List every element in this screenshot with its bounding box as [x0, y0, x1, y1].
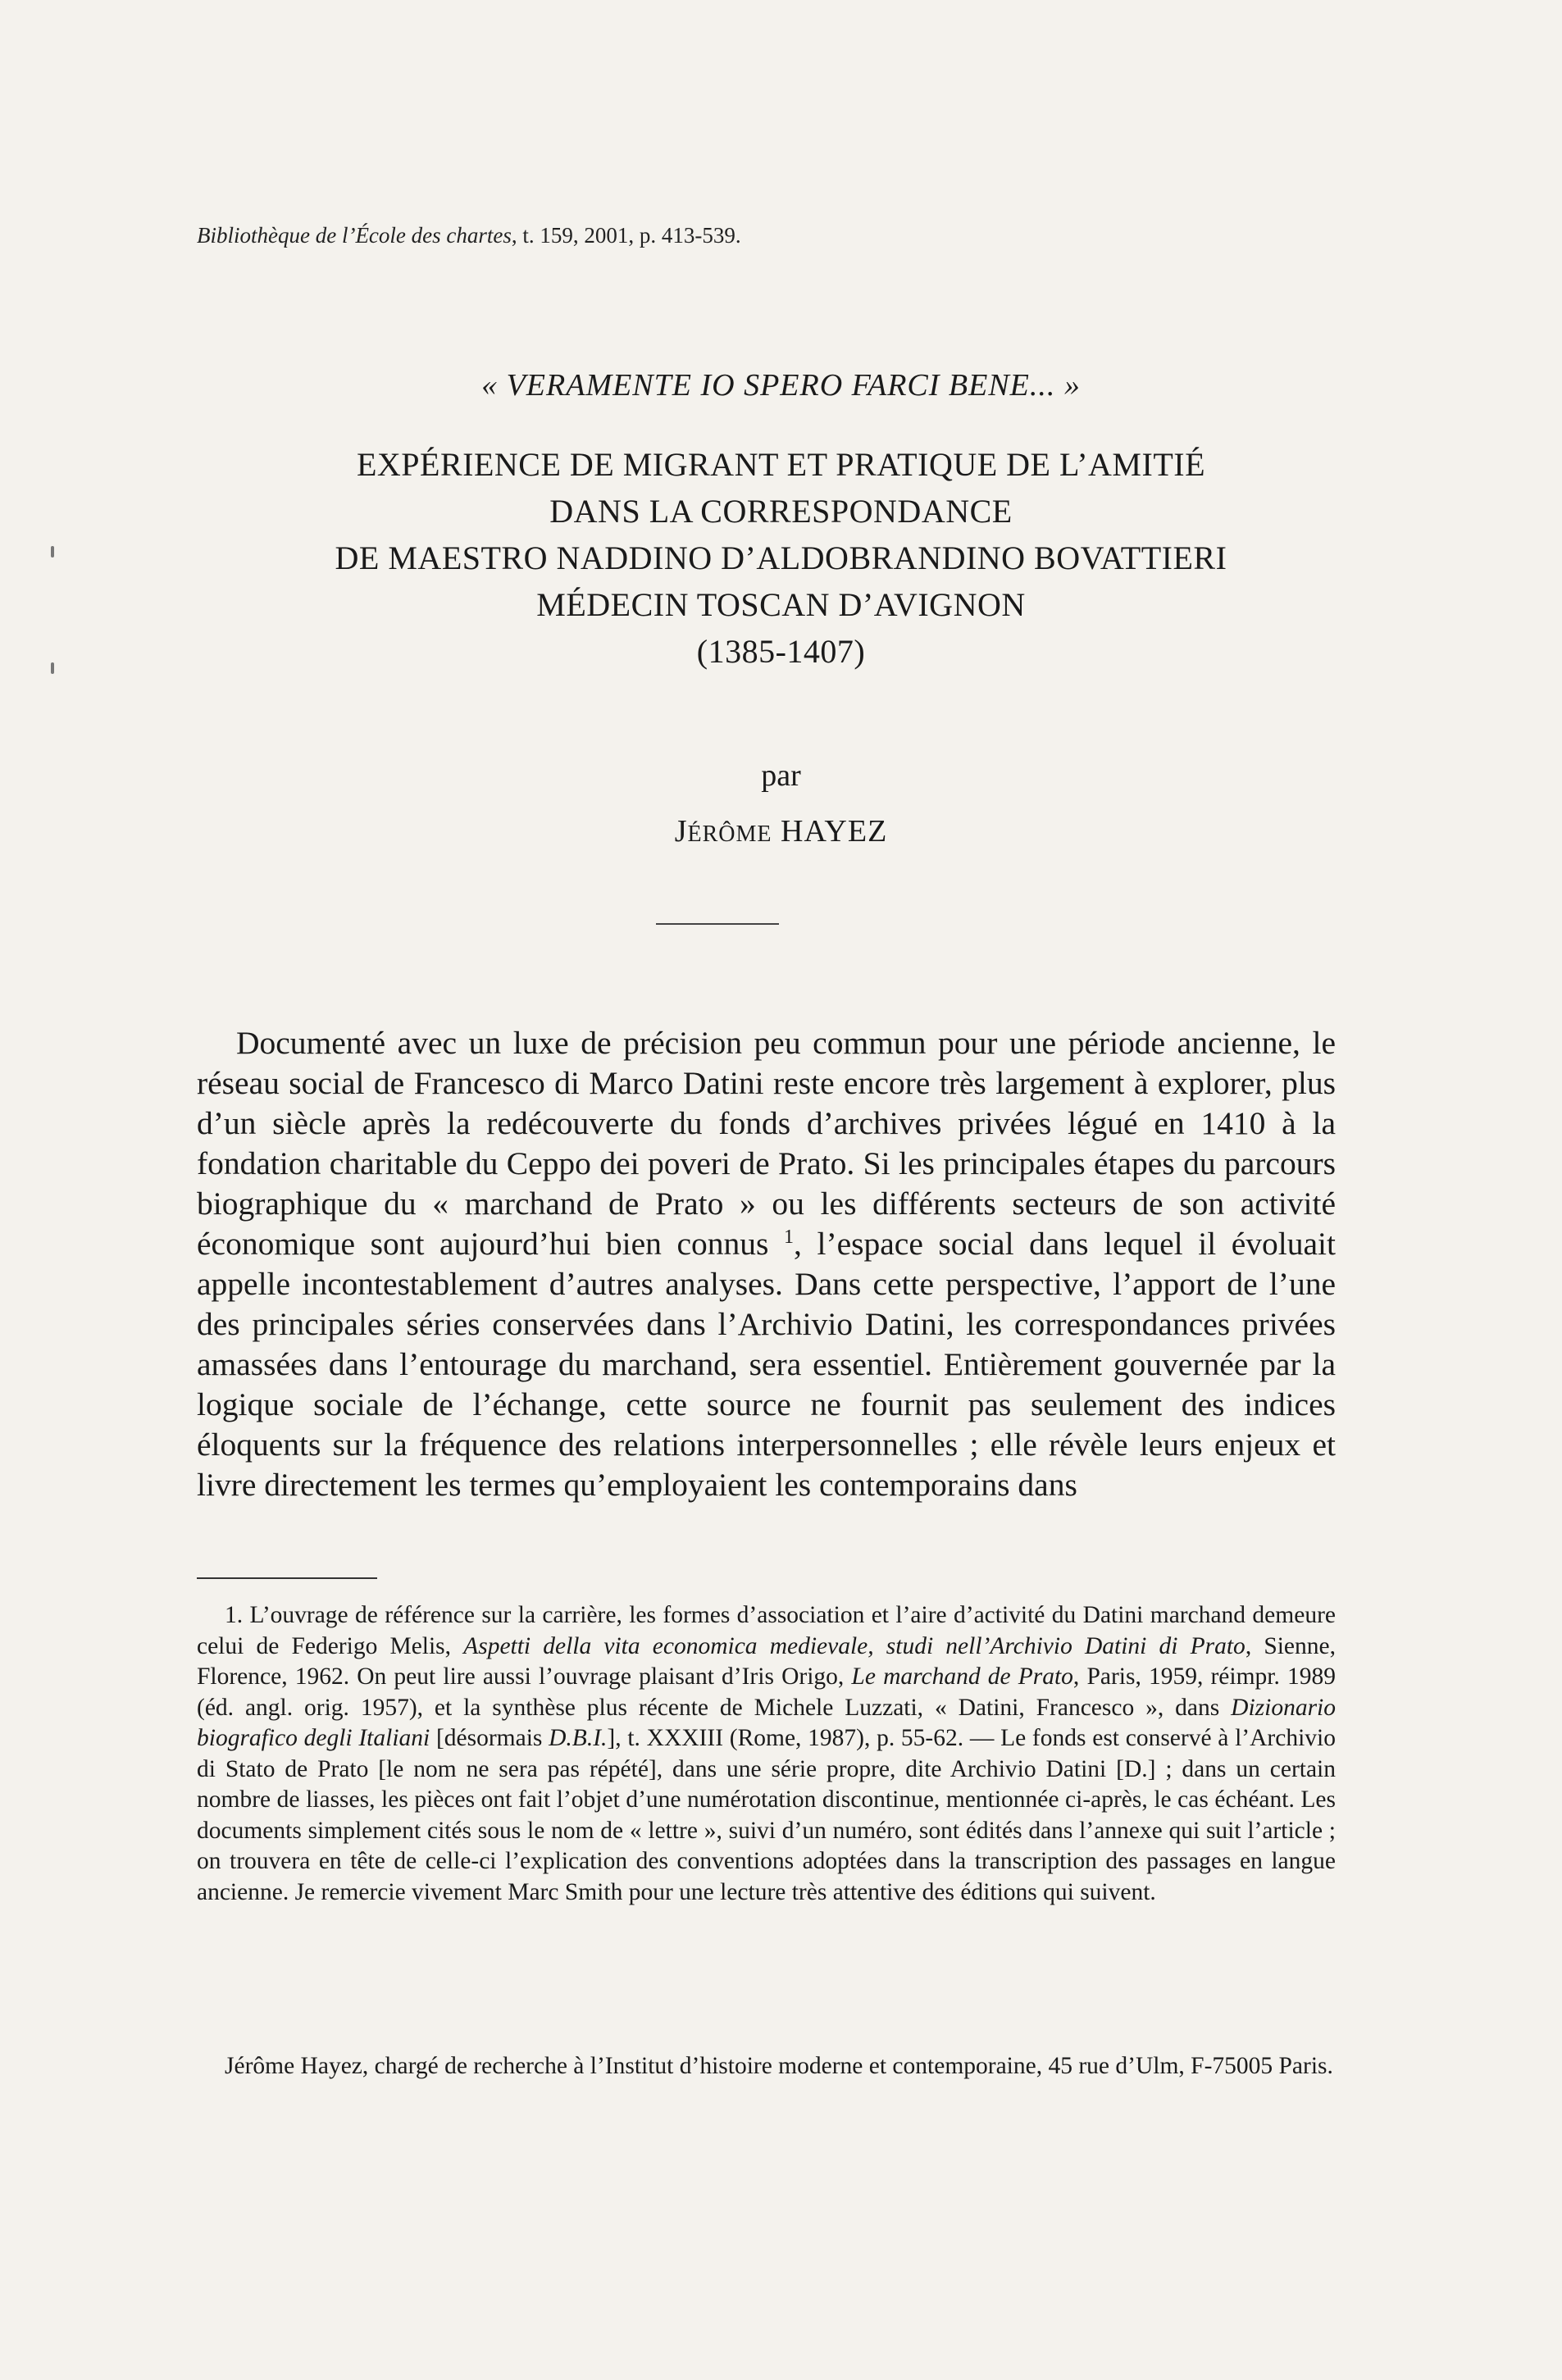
journal-name: Bibliothèque de l’École des chartes	[197, 223, 512, 248]
journal-citation	[197, 223, 741, 248]
footnote-rule	[197, 1577, 377, 1579]
footnote-text: ], t. XXXIII (Rome, 1987), p. 55-62. — Le fonds est conservé à l’Archivio di Stato de Prato [le nom ne sera pas répété], dans une série propre, dite Archivio Datini [D.] ; dans un certain nombre de liasses, les pièces ont fait l’objet d’une numérotation discontinue, mentionnée ci-après, le cas échéant. Les documents simplement cités sous le nom de « lettre », suivi d’un numéro, sont édités dans l’annexe qui suit l’article ; on trouvera en tête de celle-ci l’explication des conventions adoptées dans la transcription des passages en langue ancienne. Je remercie vivement Marc Smith pour une lecture très attentive des éditions qui suivent.	[197, 1725, 1336, 1905]
footnote-text: [désormais	[430, 1725, 549, 1751]
author-name	[197, 813, 1365, 849]
body-text-start: Documenté avec un luxe de précision peu commun pour une période ancienne, le réseau social de Francesco di Marco Datini reste encore très largement à explorer, plus d’un siècle après la redécouverte du fonds d’archives privées légué en 1410 à la fondation charitable du Ceppo dei poveri de Prato. Si les principales étapes du parcours biographique du « marchand de Prato » ou les différents secteurs de son activité économique sont aujourd’hui bien connus	[197, 1025, 1336, 1262]
footnote-title: Dizionario biografico degli Italiani	[197, 1694, 1336, 1751]
binding-mark	[51, 662, 54, 674]
binding-mark	[51, 546, 54, 557]
body-paragraph	[197, 1023, 1336, 1505]
footnote-title: Aspetti della vita economica medievale, studi nell’Archivio Datini di Prato	[463, 1632, 1246, 1659]
title-line: EXPÉRIENCE DE MIGRANT ET PRATIQUE DE L’AMITIÉ	[356, 446, 1206, 483]
footnote-text: , Paris, 1959, réimpr. 1989 (éd. angl. orig. 1957), et la synthèse plus récente de Michele Luzzati, « Datini, Francesco », dans	[197, 1663, 1336, 1721]
title-line: DE MAESTRO NADDINO D’ALDOBRANDINO BOVATTIERI	[335, 539, 1227, 576]
author-first-rest: ÉRÔME	[687, 821, 772, 847]
byline-par: par	[761, 758, 801, 793]
footnote-title: Le marchand de Prato	[851, 1663, 1073, 1690]
title-line: (1385-1407)	[696, 633, 866, 670]
journal-details: , t. 159, 2001, p. 413-539.	[511, 223, 741, 248]
affiliation-text: Jérôme Hayez, chargé de recherche à l’Institut d’histoire moderne et contemporaine, 45 rue d’Ulm, F-75005 Paris.	[225, 2053, 1333, 2079]
body-text-end: , l’espace social dans lequel il évoluait appelle incontestablement d’autres analyses. Dans cette perspective, l’apport de l’une des principales séries conservées dans l’Archivio Datini, les correspondances privées amassées dans l’entourage du marchand, sera essentiel. Entièrement gouvernée par la logique sociale de l’échange, cette source ne fournit pas seulement des indices éloquents sur la fréquence des relations interpersonnelles ; elle révèle leurs enjeux et livre directement les termes qu’employaient les contemporains dans	[197, 1226, 1336, 1503]
footnote-abbrev: D.B.I.	[549, 1725, 608, 1751]
title-line: MÉDECIN TOSCAN D’AVIGNON	[536, 586, 1026, 623]
separator-rule	[656, 923, 779, 925]
footnote-text: L’ouvrage de référence sur la carrière, les formes d’association et l’aire d’activité du Datini marchand demeure celui de Federigo Melis,	[197, 1602, 1336, 1659]
running-title: « VERAMENTE IO SPERO FARCI BENE... »	[481, 368, 1081, 403]
footnote-1	[197, 1600, 1336, 1908]
author-last: HAYEZ	[781, 814, 888, 849]
footnote-ref[interactable]: 1	[784, 1226, 795, 1248]
author-initial: J	[674, 814, 688, 849]
footnote-number: 1.	[225, 1602, 244, 1628]
author-affiliation	[197, 2051, 1336, 2082]
article-title	[197, 441, 1365, 675]
title-line: DANS LA CORRESPONDANCE	[549, 493, 1013, 530]
footnote-text: , Sienne, Florence, 1962. On peut lire aussi l’ouvrage plaisant d’Iris Origo,	[197, 1632, 1336, 1690]
